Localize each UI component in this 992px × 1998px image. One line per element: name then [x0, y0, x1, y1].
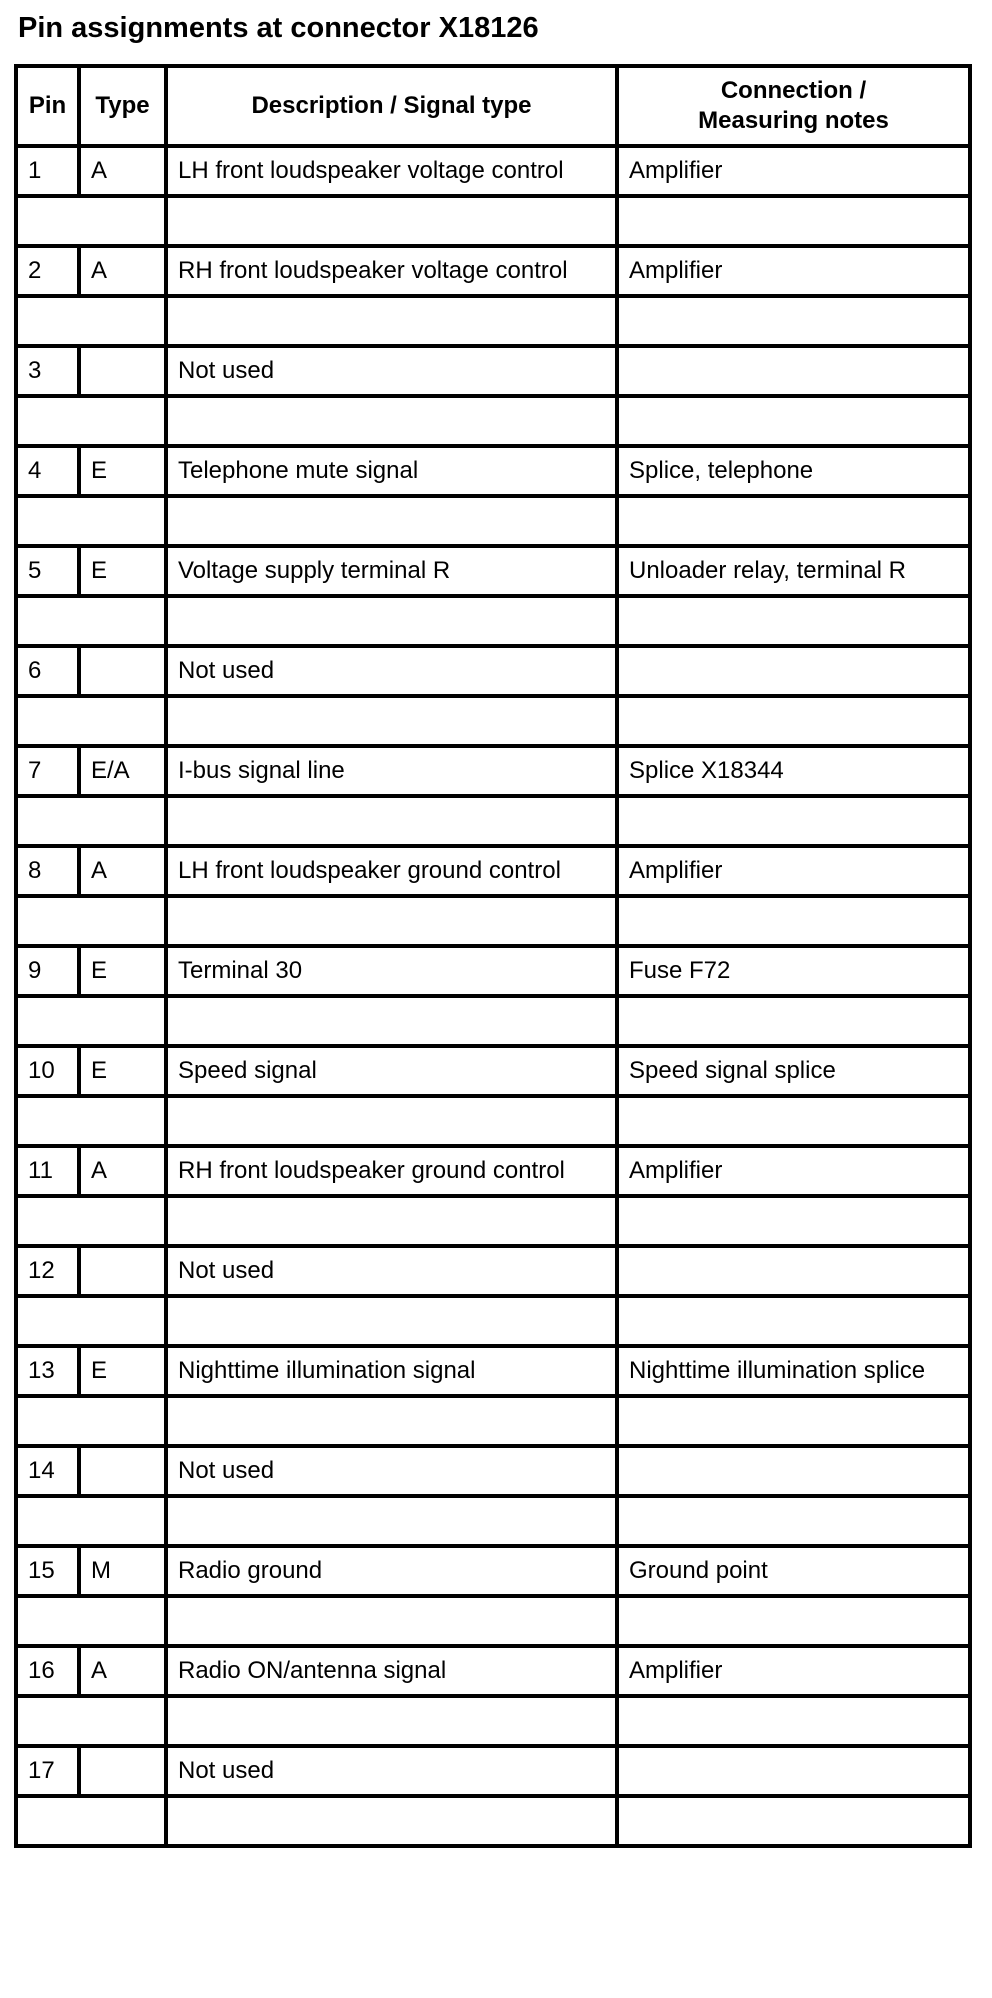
spacer-cell-pin-type: [16, 1096, 166, 1146]
cell-type: A: [79, 246, 166, 296]
spacer-row: [16, 296, 970, 346]
cell-connection: Fuse F72: [617, 946, 970, 996]
table-row: [16, 346, 970, 396]
spacer-cell-connection: [617, 1696, 970, 1746]
spacer-cell-pin-type: [16, 296, 166, 346]
header-description: Description / Signal type: [166, 66, 617, 146]
cell-pin: 3: [16, 346, 79, 396]
cell-type: [79, 646, 166, 696]
spacer-cell-connection: [617, 1396, 970, 1446]
spacer-cell-pin-type: [16, 1196, 166, 1246]
cell-pin: 5: [16, 546, 79, 596]
spacer-cell-pin-type: [16, 996, 166, 1046]
cell-connection: Amplifier: [617, 1646, 970, 1696]
cell-type: A: [79, 146, 166, 196]
spacer-cell-pin-type: [16, 1296, 166, 1346]
spacer-row: [16, 1596, 970, 1646]
cell-pin: 6: [16, 646, 79, 696]
cell-pin: 8: [16, 846, 79, 896]
cell-connection: [617, 1746, 970, 1796]
spacer-cell-pin-type: [16, 396, 166, 446]
cell-pin: 7: [16, 746, 79, 796]
spacer-row: [16, 1396, 970, 1446]
table-body: [16, 146, 970, 1846]
spacer-cell-description: [166, 196, 617, 246]
spacer-cell-pin-type: [16, 596, 166, 646]
cell-pin: 12: [16, 1246, 79, 1296]
cell-type: E: [79, 546, 166, 596]
cell-type: A: [79, 1146, 166, 1196]
cell-description: Voltage supply terminal R: [166, 546, 617, 596]
cell-description: RH front loudspeaker voltage control: [166, 246, 617, 296]
cell-description: LH front loudspeaker ground control: [166, 846, 617, 896]
spacer-cell-description: [166, 596, 617, 646]
cell-type: E: [79, 446, 166, 496]
spacer-row: [16, 1796, 970, 1846]
cell-connection: [617, 1246, 970, 1296]
spacer-row: [16, 1296, 970, 1346]
cell-description: Telephone mute signal: [166, 446, 617, 496]
spacer-cell-pin-type: [16, 1396, 166, 1446]
cell-connection: Speed signal splice: [617, 1046, 970, 1096]
cell-connection: Ground point: [617, 1546, 970, 1596]
spacer-cell-connection: [617, 996, 970, 1046]
spacer-cell-description: [166, 496, 617, 546]
spacer-row: [16, 196, 970, 246]
spacer-row: [16, 896, 970, 946]
spacer-cell-connection: [617, 296, 970, 346]
cell-connection: [617, 1446, 970, 1496]
table-row: [16, 846, 970, 896]
cell-pin: 13: [16, 1346, 79, 1396]
table-row: [16, 546, 970, 596]
spacer-cell-description: [166, 1596, 617, 1646]
table-row: [16, 1446, 970, 1496]
spacer-row: [16, 596, 970, 646]
cell-type: A: [79, 846, 166, 896]
cell-description: Not used: [166, 346, 617, 396]
header-type: Type: [79, 66, 166, 146]
cell-pin: 15: [16, 1546, 79, 1596]
spacer-cell-description: [166, 1296, 617, 1346]
cell-type: [79, 1746, 166, 1796]
cell-connection: Splice X18344: [617, 746, 970, 796]
table-row: [16, 1246, 970, 1296]
cell-description: RH front loudspeaker ground control: [166, 1146, 617, 1196]
spacer-cell-connection: [617, 696, 970, 746]
spacer-cell-connection: [617, 1196, 970, 1246]
spacer-row: [16, 796, 970, 846]
header-pin: Pin: [16, 66, 79, 146]
spacer-cell-description: [166, 1496, 617, 1546]
table-row: [16, 946, 970, 996]
cell-connection: Unloader relay, terminal R: [617, 546, 970, 596]
cell-type: E: [79, 946, 166, 996]
cell-connection: Amplifier: [617, 146, 970, 196]
cell-description: Not used: [166, 1746, 617, 1796]
page-title: Pin assignments at connector X18126: [18, 12, 539, 44]
spacer-cell-description: [166, 1096, 617, 1146]
spacer-cell-description: [166, 996, 617, 1046]
table-row: [16, 246, 970, 296]
cell-type: E: [79, 1346, 166, 1396]
cell-pin: 11: [16, 1146, 79, 1196]
table-row: [16, 1646, 970, 1696]
spacer-cell-description: [166, 1696, 617, 1746]
cell-connection: Amplifier: [617, 246, 970, 296]
spacer-cell-connection: [617, 1796, 970, 1846]
table-row: [16, 646, 970, 696]
cell-pin: 4: [16, 446, 79, 496]
spacer-cell-description: [166, 1796, 617, 1846]
spacer-cell-connection: [617, 496, 970, 546]
table-row: [16, 1346, 970, 1396]
spacer-row: [16, 1496, 970, 1546]
cell-description: Not used: [166, 1446, 617, 1496]
spacer-row: [16, 996, 970, 1046]
cell-pin: 17: [16, 1746, 79, 1796]
spacer-cell-pin-type: [16, 1696, 166, 1746]
table-row: [16, 1146, 970, 1196]
table-row: [16, 1546, 970, 1596]
table-row: [16, 446, 970, 496]
cell-type: M: [79, 1546, 166, 1596]
spacer-cell-connection: [617, 1296, 970, 1346]
cell-description: Radio ground: [166, 1546, 617, 1596]
cell-type: E: [79, 1046, 166, 1096]
spacer-cell-pin-type: [16, 796, 166, 846]
spacer-cell-description: [166, 1196, 617, 1246]
spacer-cell-connection: [617, 896, 970, 946]
spacer-cell-pin-type: [16, 1796, 166, 1846]
cell-connection: [617, 346, 970, 396]
spacer-cell-description: [166, 396, 617, 446]
header-row: [16, 66, 970, 146]
spacer-cell-connection: [617, 396, 970, 446]
cell-pin: 9: [16, 946, 79, 996]
cell-type: A: [79, 1646, 166, 1696]
cell-type: E/A: [79, 746, 166, 796]
spacer-cell-pin-type: [16, 496, 166, 546]
spacer-cell-description: [166, 696, 617, 746]
spacer-cell-description: [166, 896, 617, 946]
cell-type: [79, 1246, 166, 1296]
cell-connection: Amplifier: [617, 1146, 970, 1196]
cell-description: Radio ON/antenna signal: [166, 1646, 617, 1696]
spacer-row: [16, 1696, 970, 1746]
spacer-cell-description: [166, 296, 617, 346]
spacer-row: [16, 696, 970, 746]
cell-description: I-bus signal line: [166, 746, 617, 796]
spacer-cell-pin-type: [16, 196, 166, 246]
spacer-cell-connection: [617, 596, 970, 646]
cell-connection: Amplifier: [617, 846, 970, 896]
cell-description: Not used: [166, 646, 617, 696]
cell-pin: 16: [16, 1646, 79, 1696]
spacer-cell-description: [166, 1396, 617, 1446]
cell-description: LH front loudspeaker voltage control: [166, 146, 617, 196]
spacer-cell-connection: [617, 196, 970, 246]
cell-pin: 2: [16, 246, 79, 296]
spacer-cell-description: [166, 796, 617, 846]
table-row: [16, 1046, 970, 1096]
table-row: [16, 146, 970, 196]
cell-connection: Splice, telephone: [617, 446, 970, 496]
cell-type: [79, 346, 166, 396]
cell-type: [79, 1446, 166, 1496]
cell-pin: 1: [16, 146, 79, 196]
spacer-cell-pin-type: [16, 1496, 166, 1546]
spacer-cell-pin-type: [16, 896, 166, 946]
cell-connection: [617, 646, 970, 696]
cell-description: Not used: [166, 1246, 617, 1296]
spacer-cell-connection: [617, 1496, 970, 1546]
header-connection-line1: Connection /: [720, 77, 867, 104]
spacer-row: [16, 396, 970, 446]
spacer-cell-connection: [617, 796, 970, 846]
spacer-cell-pin-type: [16, 696, 166, 746]
spacer-row: [16, 496, 970, 546]
header-connection-line2: Measuring notes: [698, 107, 889, 134]
spacer-row: [16, 1096, 970, 1146]
spacer-cell-pin-type: [16, 1596, 166, 1646]
pin-assignment-table: [14, 64, 972, 1848]
table-row: [16, 1746, 970, 1796]
spacer-cell-connection: [617, 1596, 970, 1646]
cell-pin: 10: [16, 1046, 79, 1096]
cell-pin: 14: [16, 1446, 79, 1496]
cell-description: Speed signal: [166, 1046, 617, 1096]
spacer-row: [16, 1196, 970, 1246]
spacer-cell-connection: [617, 1096, 970, 1146]
header-connection: [617, 66, 970, 146]
cell-description: Terminal 30: [166, 946, 617, 996]
cell-connection: Nighttime illumination splice: [617, 1346, 970, 1396]
table-row: [16, 746, 970, 796]
cell-description: Nighttime illumination signal: [166, 1346, 617, 1396]
